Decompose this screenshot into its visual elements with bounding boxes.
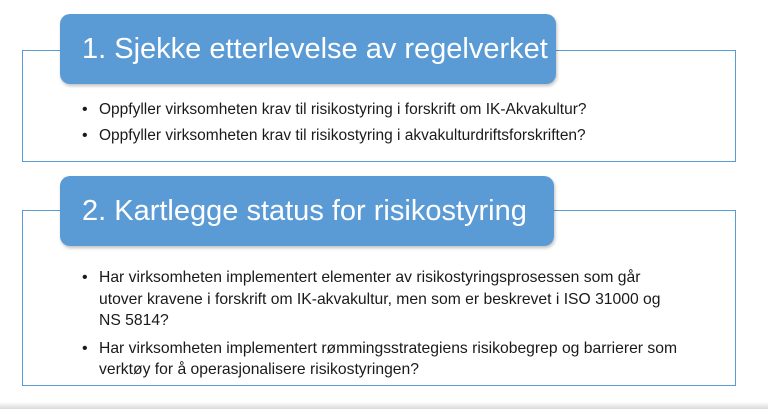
section-2-heading (60, 176, 554, 246)
bullet-item: • Har virksomheten implementert elementer av risikostyringsprosessen som går utover kravene i forskrift om IK-akvakultur, men som er beskrevet i ISO 31000 og NS 5814? (82, 267, 682, 332)
bullet-item: • Oppfyller virksomheten krav til risikostyring i forskrift om IK-Akvakultur? (82, 99, 722, 120)
bullet-item: • Oppfyller virksomheten krav til risikostyring i akvakulturdriftsforskriften? (82, 125, 722, 146)
section-1-heading-text: 1. Sjekke etterlevelse av regelverket (82, 32, 548, 65)
bullet-item: • Har virksomheten implementert rømmingsstrategiens risikobegrep og barrierer som verktøy for å operasjonalisere risikostyringen? (82, 338, 682, 381)
section-2-heading-text: 2. Kartlegge status for risikostyring (82, 194, 527, 227)
section-2-bullet-list (82, 267, 682, 387)
section-1-bullet-list (82, 99, 722, 151)
section-1-heading (60, 14, 556, 84)
bottom-divider (0, 402, 768, 409)
